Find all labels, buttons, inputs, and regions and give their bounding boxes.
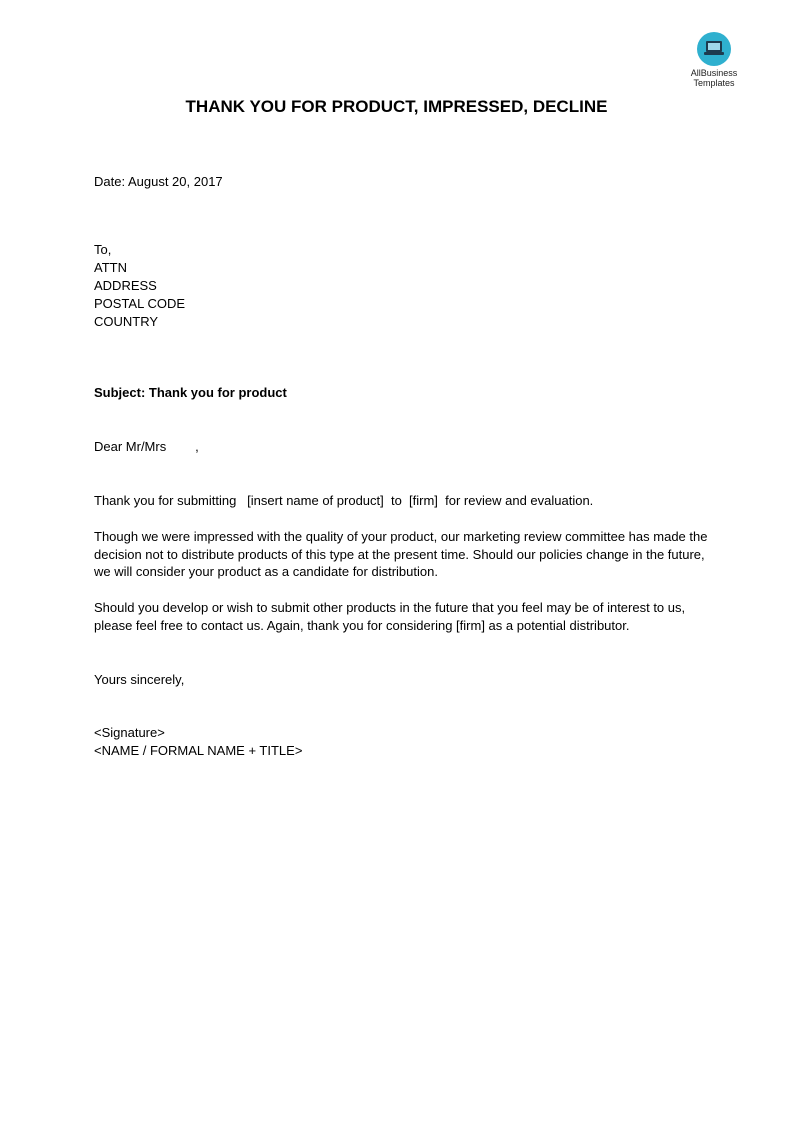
address-line: To,: [94, 242, 112, 257]
address-line: POSTAL CODE: [94, 296, 186, 311]
logo-text-line1: AllBusiness: [690, 68, 738, 78]
laptop-icon: [697, 32, 731, 66]
letter-title: THANK YOU FOR PRODUCT, IMPRESSED, DECLINE: [185, 97, 608, 116]
name-title-placeholder: <NAME / FORMAL NAME + TITLE>: [94, 743, 303, 758]
body-paragraph: Though we were impressed with the quality of your product, our marketing review committee has made the decision not to distribute products of this type at the present time. Should our policies change in the future, we will consider your product as a candidate for distribution.: [94, 529, 708, 579]
address-line: ADDRESS: [94, 278, 157, 293]
signature-placeholder: <Signature>: [94, 725, 165, 740]
body-paragraph: Should you develop or wish to submit other products in the future that you feel may be of interest to us, please feel free to contact us. Again, thank you for considering [firm] as a potential distributor.: [94, 600, 686, 633]
letter-subject: Subject: Thank you for product: [94, 385, 287, 400]
address-line: ATTN: [94, 260, 127, 275]
address-line: COUNTRY: [94, 314, 159, 329]
allbusiness-logo: [680, 32, 748, 88]
salutation: Dear Mr/Mrs ,: [94, 439, 199, 454]
body-paragraph: Thank you for submitting [insert name of product] to [firm] for review and evaluation.: [94, 493, 594, 508]
closing: Yours sincerely,: [94, 672, 185, 687]
logo-text-line2: Templates: [693, 78, 735, 88]
letter-date: Date: August 20, 2017: [94, 174, 223, 189]
